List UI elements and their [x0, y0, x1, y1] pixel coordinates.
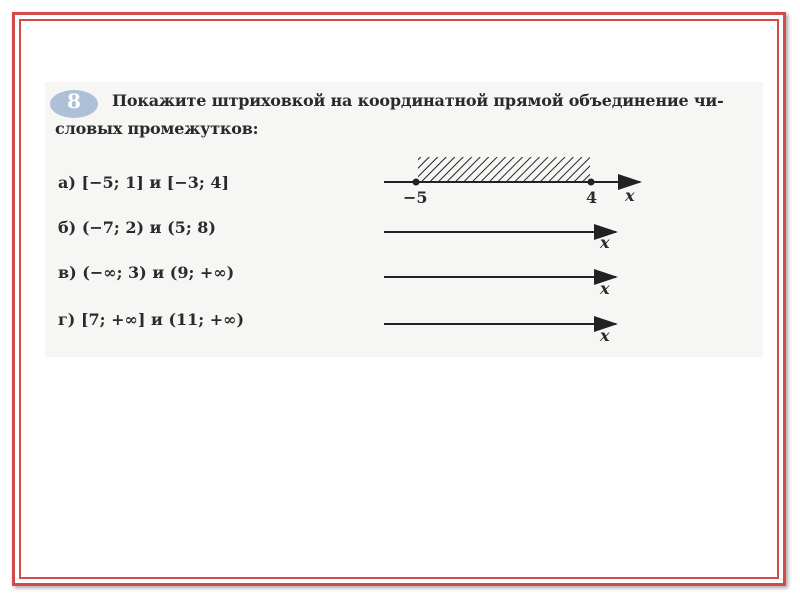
axis-var-c: x: [600, 279, 610, 298]
tick-label-4: 4: [586, 188, 598, 207]
point-4: [588, 179, 595, 186]
point-minus5: [413, 179, 420, 186]
axis-var-a: x: [625, 186, 635, 205]
axis-var-b: x: [600, 233, 610, 252]
tick-label-minus5: −5: [403, 188, 428, 207]
hatched-union-area: [418, 157, 590, 181]
item-a-label: а) [−5; 1] и [−3; 4]: [58, 173, 230, 192]
axis-var-d: x: [600, 326, 610, 345]
task-title-line2: словых промежутков:: [55, 119, 259, 138]
item-d-label: г) [7; +∞] и (11; +∞): [58, 310, 245, 329]
task-title-line1: Покажите штриховкой на координатной прямой объединение чи-: [112, 91, 724, 110]
task-number: 8: [67, 89, 81, 113]
item-b-label: б) (−7; 2) и (5; 8): [58, 218, 216, 237]
item-c-label: в) (−∞; 3) и (9; +∞): [58, 263, 235, 282]
